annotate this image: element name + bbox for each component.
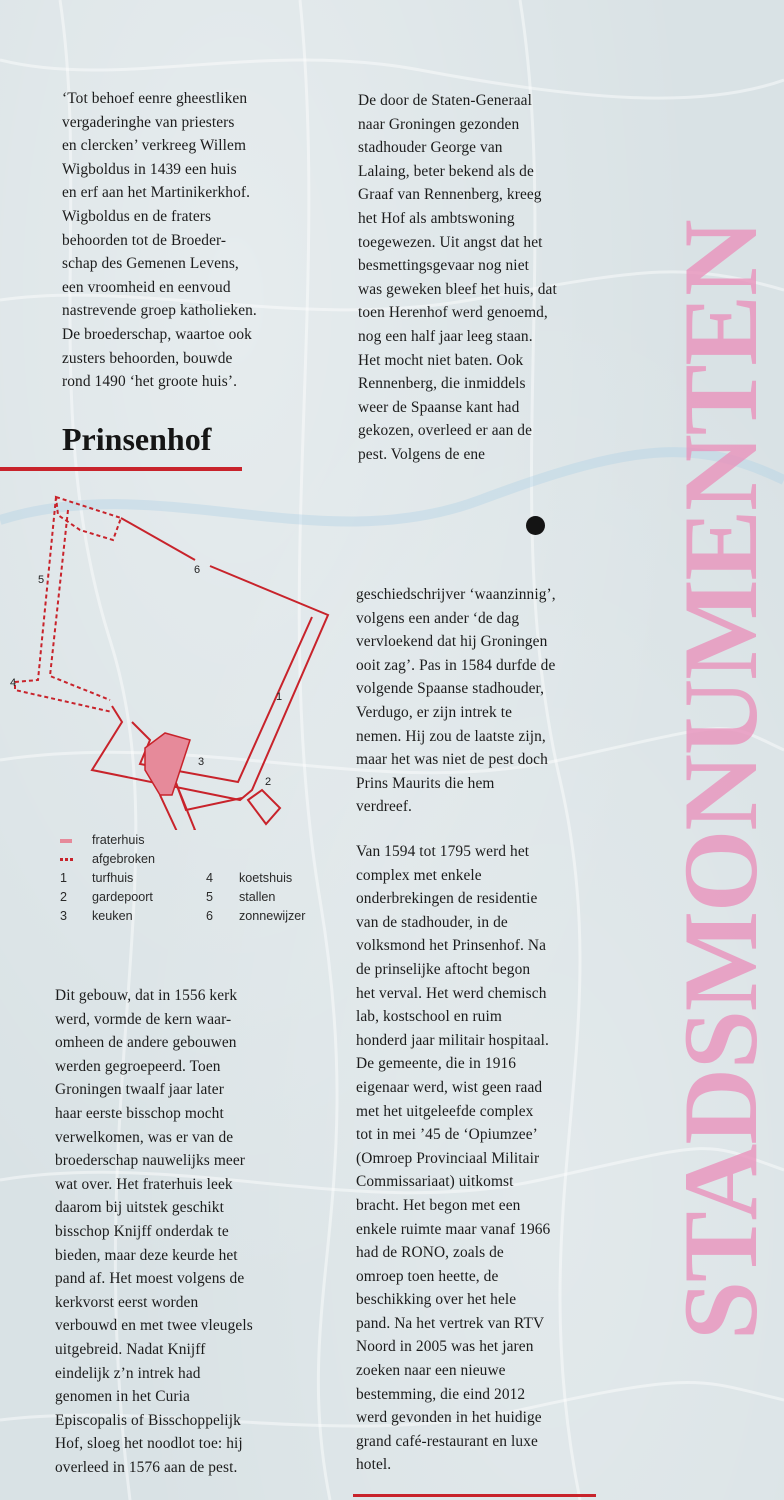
bisschop-paragraph: Dit gebouw, dat in 1556 kerk werd, vormde de kern waar- omheen de andere gebouwen werden gegroepeerd. Toen Groningen twaalf jaar later haar eerste bisschop mocht verwelkomen, was er van de broederschap nauwelijks meer wat over. Het fraterhuis leek daarom bij uitstek geschikt bisschop Knijff onderdak te bieden, maar deze keurde het pand af. Het moest volgens de kerkvorst eerst worden verbouwd en met twee vleugels uitgebreid. Nadat Knijff eindelijk z’n intrek had genomen in het Curia Episcopalis of Bisschoppelijk Hof, sloeg het noodlot toe: hij overleed in 1576 aan de pest. [55, 987, 253, 1476]
legend-label: stallen [239, 890, 276, 904]
legend-label: keuken [92, 909, 133, 923]
plan-label-1: 1 [276, 691, 283, 703]
plan-label-6: 6 [194, 564, 201, 576]
vertical-title: STADSMONUMENTEN [662, 220, 779, 1340]
intro-paragraph: ‘Tot behoef eenre gheestliken vergaderinghe van priesters en clercken’ verkreeg Willem Wigboldus in 1439 een huis en erf aan het Martinikerkhof. Wigboldus en de fraters behoorden tot de Broeder- schap des Gemenen Levens, een vroomheid en eenvoud nastrevende groep katholieken. De broederschap, waartoe ook zusters behoorden, bouwde rond 1490 ‘het groote huis’. [62, 90, 257, 391]
bullet-dot [526, 516, 545, 535]
bottom-rule [353, 1494, 596, 1497]
legend-num: 4 [206, 871, 214, 885]
demolished-outline [15, 497, 121, 712]
page-heading: Prinsenhof [62, 421, 212, 457]
legend-num: 1 [60, 871, 68, 885]
fraterhuis-block [145, 733, 190, 795]
fraterhuis-swatch [60, 839, 72, 843]
floor-plan-diagram [0, 490, 340, 830]
legend-fraterhuis: fraterhuis [92, 833, 145, 847]
plan-label-3: 3 [198, 756, 205, 768]
heading-underline [0, 467, 242, 471]
legend-num: 3 [60, 909, 68, 923]
legend-label: koetshuis [239, 871, 293, 885]
legend-num: 2 [60, 890, 68, 904]
plan-label-4: 4 [10, 677, 17, 689]
plan-label-2: 2 [265, 776, 272, 788]
afgebroken-swatch [60, 858, 73, 861]
plan-label-5: 5 [38, 574, 45, 586]
verdugo-paragraph: geschiedschrijver ‘waanzinnig’, volgens een ander ‘de dag vervloekend dat hij Groningen ooit zag’. Pas in 1584 durfde de volgende Spaanse stadhouder, Verdugo, er zijn intrek te nemen. Hij zou de laatste zijn, maar het was niet de pest doch Prins Maurits die hem verdreef. [356, 586, 556, 816]
legend-label: turfhuis [92, 871, 134, 885]
legend-label: gardepoort [92, 890, 153, 904]
plan-legend [58, 833, 348, 933]
legend-afgebroken: afgebroken [92, 852, 156, 866]
legend-label: zonnewijzer [239, 909, 306, 923]
walls [92, 518, 328, 830]
legend-num: 6 [206, 909, 214, 923]
rennenberg-paragraph: De door de Staten-Generaal naar Groningen gezonden stadhouder George van Lalaing, beter bekend als de Graaf van Rennenberg, kreeg het Hof als ambtswoning toegewezen. Uit angst dat het besmettingsgevaar nog niet was geweken bleef het huis, dat toen Herenhof werd genoemd, nog een half jaar leeg staan. Het mocht niet baten. Ook Rennenberg, die inmiddels weer de Spaanse kant had gekozen, overleed er aan de pest. Volgens de ene [358, 92, 557, 463]
legend-num: 5 [206, 890, 214, 904]
residence-paragraph: Van 1594 tot 1795 werd het complex met enkele onderbrekingen de residentie van de stadhouder, in de volksmond het Prinsenhof. Na de prinselijke aftocht begon het verval. Het werd chemisch lab, kostschool en ruim honderd jaar militair hospitaal. De gemeente, die in 1916 eigenaar werd, wist geen raad met het uitgeleefde complex tot in mei ’45 de ‘Opiumzee’ (Omroep Provinciaal Militair Commissariaat) uitkomst bracht. Het begon met een enkele ruimte maar vanaf 1966 had de RONO, zoals de omroep toen heette, de beschikking over het hele pand. Na het vertrek van RTV Noord in 2005 was het jaren zoeken naar een nieuwe bestemming, die eind 2012 werd gevonden in het huidige grand café-restaurant en luxe hotel. [356, 843, 551, 1474]
